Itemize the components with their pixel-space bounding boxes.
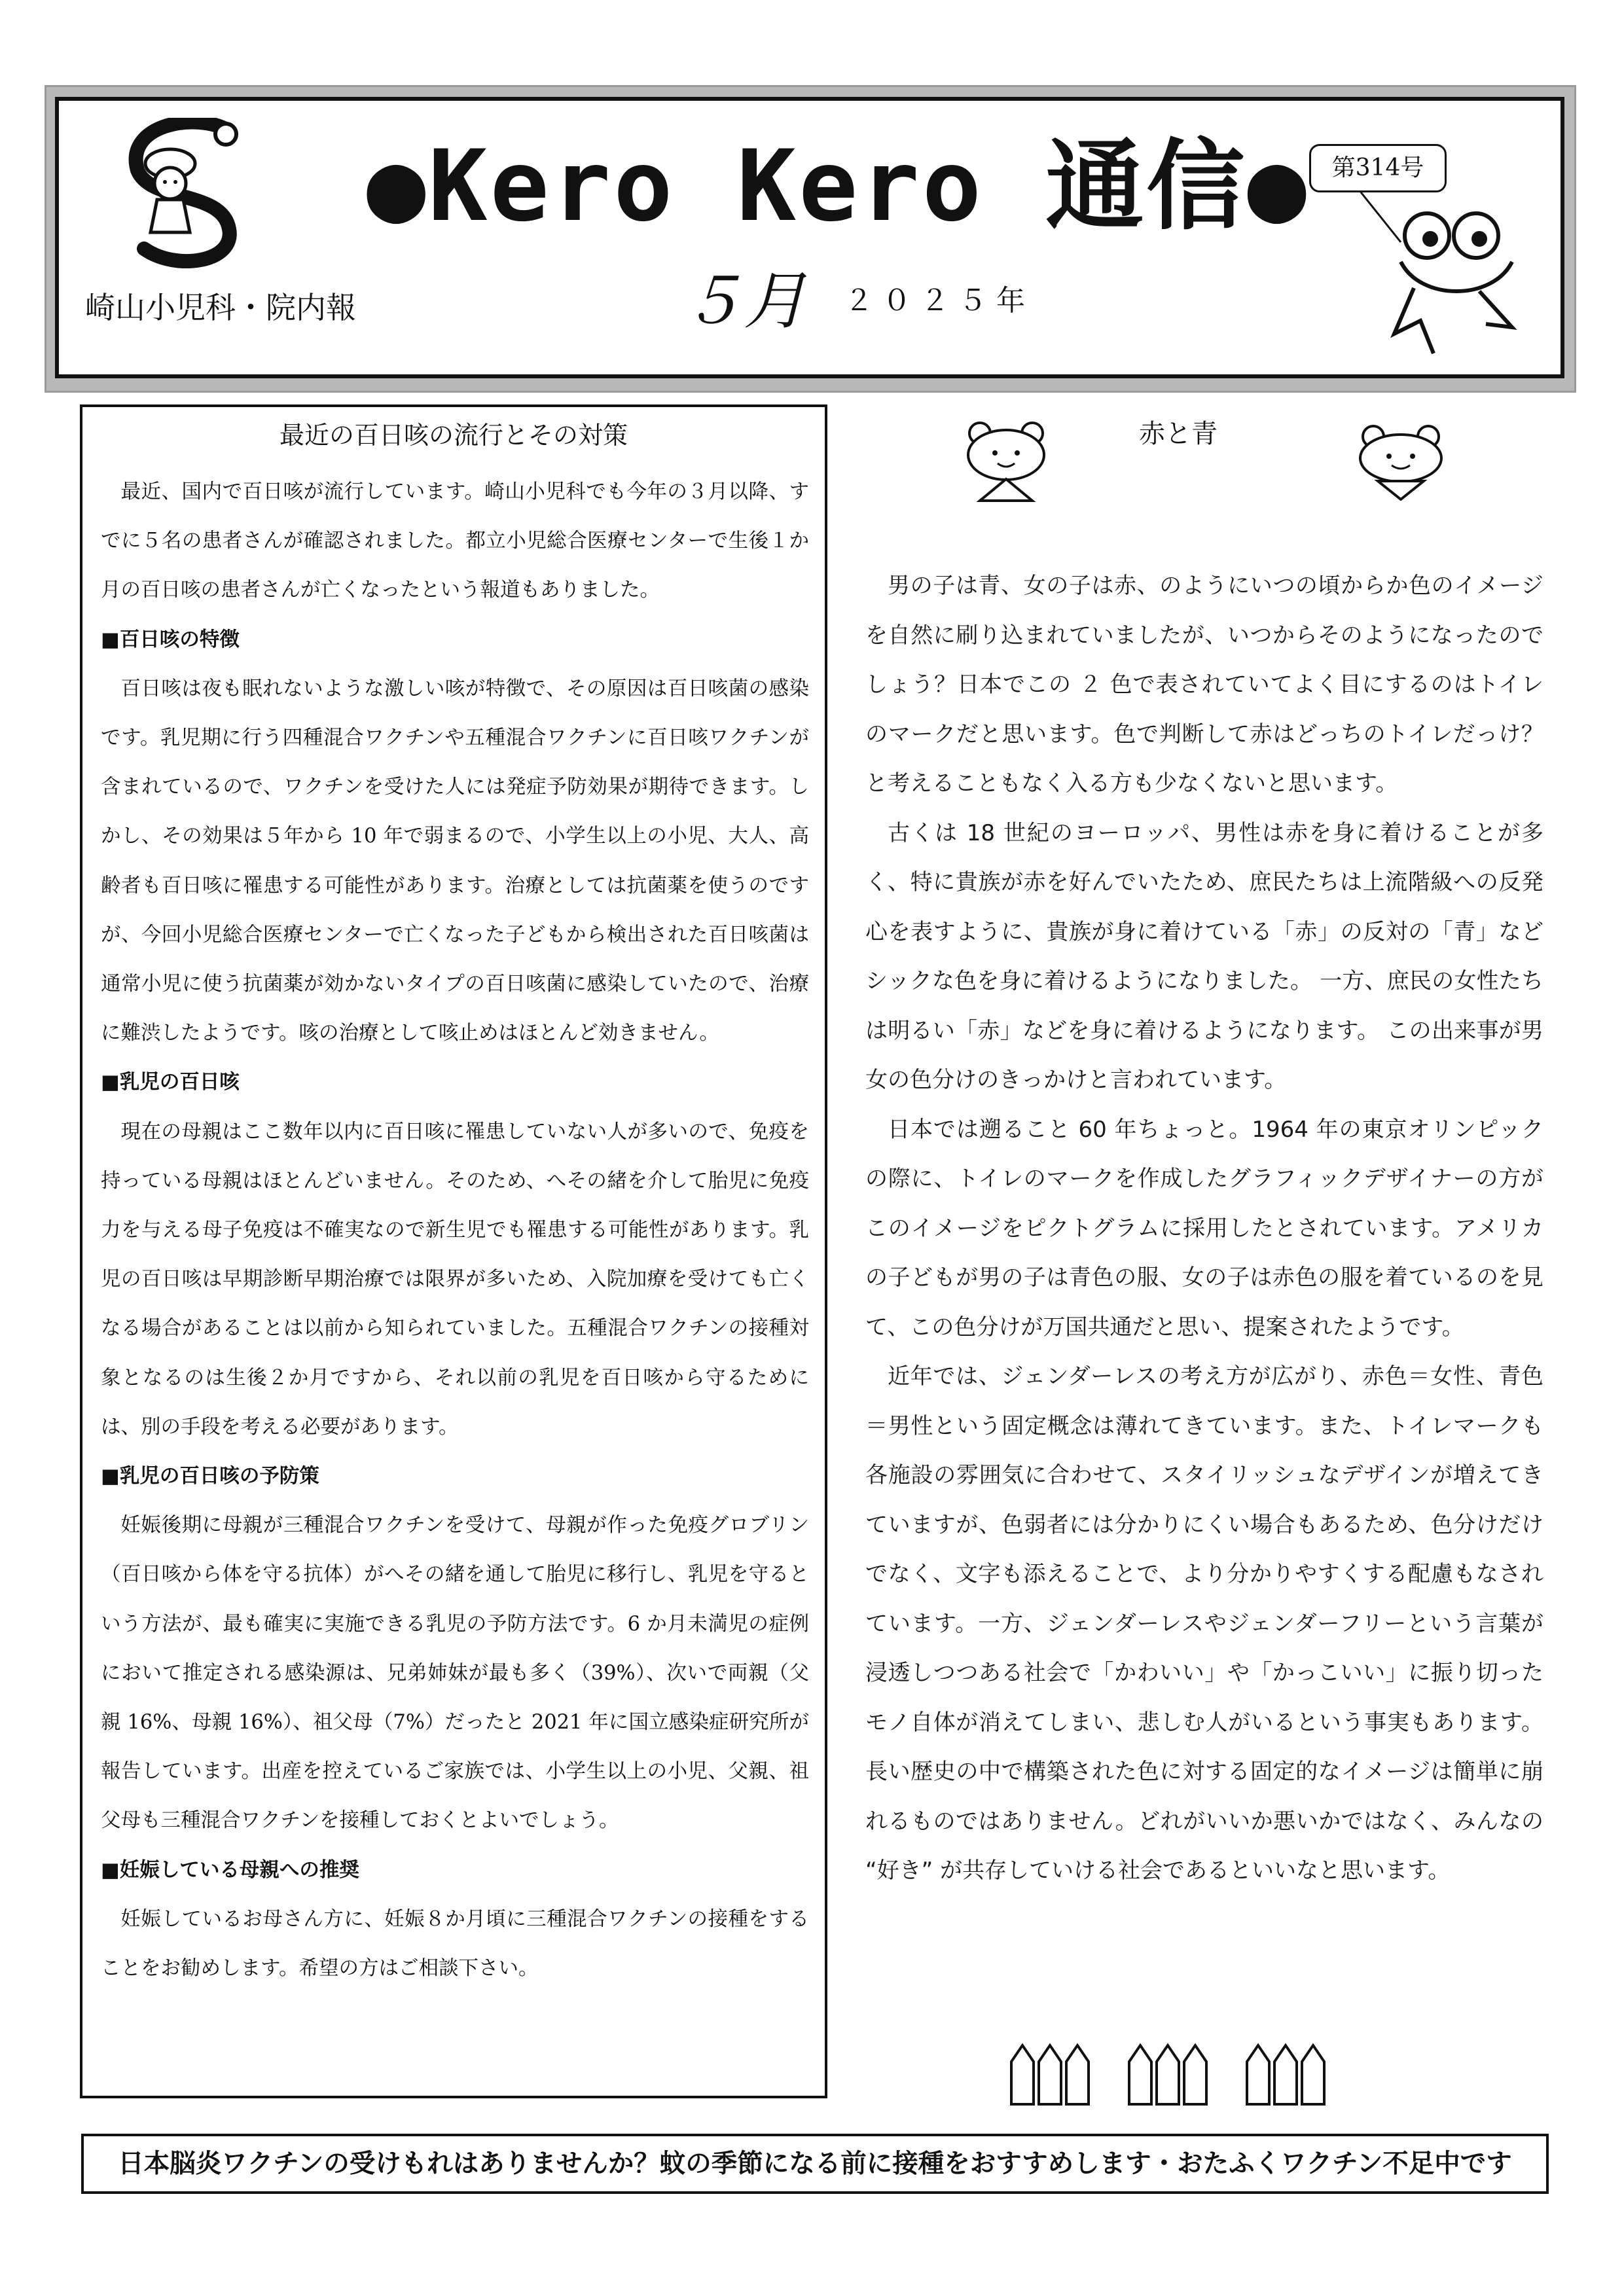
right-article-body [865,562,1543,1896]
bear-boy-icon [957,419,1055,504]
frog-mascot-icon [1322,164,1532,360]
section-paragraph: 現在の母親はここ数年以内に百日咳に罹患していない人が多いので、免疫を持っている母親はほとんどいません。そのため、へその緒を介して胎児に免疫力を与える母子免疫は不確実なので新生児でも罹患する可能性があります。乳児の百日咳は早期診断早期治療では限界が多いため、入院加療を受けても亡くなる場合があることは以前から知られていました。五種混合ワクチンの接種対象となるのは生後２か月ですから、それ以前の乳児を百日咳から守るためには、別の手段を考える必要があります。 [101,1120,809,1439]
clinic-subtitle: 崎山小児科・院内報 [85,290,356,325]
article-paragraph: 男の子は青、女の子は赤、のようにいつの頃からか色のイメージを自然に刷り込まれていましたが、いつからそのようになったのでしょう？日本でこの ２ 色で表されていてよく目にするのはトイレのマークだと思います。色で判断して赤はどっちのトイレだっけ？と考えることもなく入る方も少なくないと思います。 [865,573,1543,797]
left-article-body [101,467,809,1993]
section-paragraph: 百日咳は夜も眠れないような激しい咳が特徴で、その原因は百日咳菌の感染です。乳児期に行う四種混合ワクチンや五種混合ワクチンに百日咳ワクチンが含まれているので、ワクチンを受けた人には発症予防効果が期待できます。しかし、その効果は５年から 10 年で弱まるので、小学生以上の小児、大人、高齢者も百日咳に罹患する可能性があります。治療としては抗菌薬を使うのですが、今回小児総合医療センターで亡くなった子どもから検出された百日咳菌は通常小児に使う抗菌薬が効かないタイプの百日咳菌に感染していたので、治療に難渋したようです。咳の治療として咳止めはほとんど効きません。 [101,677,809,1045]
intro-paragraph: 最近、国内で百日咳が流行しています。崎山小児科でも今年の３月以降、すでに５名の患者さんが確認されました。都立小児総合医療センターで生後１か月の百日咳の患者さんが亡くなったという報道もありました。 [101,480,809,602]
clinic-logo-icon [98,118,255,268]
section-heading: ■妊娠している母親への推奨 [101,1858,359,1882]
article-paragraph: 日本では遡ること 60 年ちょっと。1964 年の東京オリンピックの際に、トイレのマークを作成したグラフィックデザイナーの方がこのイメージをピクトグラムに採用したとされています。アメリカの子どもが男の子は青色の服、女の子は赤色の服を着ているのを見て、この色分けが万国共通だと思い、提案されたようです。 [865,1116,1543,1340]
pencils-decoration-icon [1005,2042,1345,2108]
section-paragraph: 妊娠後期に母親が三種混合ワクチンを受けて、母親が作った免疫グロブリン（百日咳から体を守る抗体）がへその緒を通して胎児に移行し、乳児を守るという方法が、最も確実に実施できる乳児の予防方法です。6 か月未満児の症例において推定される感染源は、兄弟姉妹が最も多く（39%）、次いで両親（父親 16%、母親 16%）、祖父母（7%）だったと 2021 年に国立感染症研究所が報告しています。出産を控えているご家族では、小学生以上の小児、父親、祖父母も三種混合ワクチンを接種しておくとよいでしょう。 [101,1514,809,1833]
section-paragraph: 妊娠しているお母さん方に、妊娠８か月頃に三種混合ワクチンの接種をすることをお勧めします。希望の方はご相談下さい。 [101,1907,809,1981]
bear-girl-icon [1348,422,1453,501]
section-heading: ■乳児の百日咳 [101,1071,240,1094]
newsletter-title: ●Kero Kero 通信● [367,130,1309,243]
article-paragraph: 古くは 18 世紀のヨーロッパ、男性は赤を身に着けることが多く、特に貴族が赤を好んでいたため、庶民たちは上流階級への反発心を表すように、貴族が身に着けている「赤」の反対の「青」などシックな色を身に着けるようになりました。 一方、庶民の女性たちは明るい「赤」などを身に着けるようになります。 この出来事が男女の色分けのきっかけと言われています。 [865,819,1543,1093]
issue-month: ５月 [681,264,806,338]
section-heading: ■乳児の百日咳の予防策 [101,1465,319,1488]
left-article-title: 最近の百日咳の流行とその対策 [279,421,628,450]
vaccine-notice-banner: 日本脳炎ワクチンの受けもれはありませんか？蚊の季節になる前に接種をおすすめします・おたふくワクチン不足中です [81,2134,1549,2194]
issue-year: ２０２５年 [844,284,1034,317]
issue-number-badge: 第314号 [1309,144,1447,192]
right-article-title: 赤と青 [1139,419,1218,449]
left-article-box [80,404,827,2098]
article-paragraph: 近年では、ジェンダーレスの考え方が広がり、赤色＝女性、青色＝男性という固定概念は薄れてきています。また、トイレマークも各施設の雰囲気に合わせて、スタイリッシュなデザインが増えてきていますが、色弱者には分かりにくい場合もあるため、色分けだけでなく、文字も添えることで、より分かりやすくする配慮もなされています。一方、ジェンダーレスやジェンダーフリーという言葉が浸透しつつある社会で「かわいい」や「かっこいい」に振り切ったモノ自体が消えてしまい、悲しむ人がいるという事実もあります。長い歴史の中で構築された色に対する固定的なイメージは簡単に崩れるものではありません。どれがいいか悪いかではなく、みんなの “好き” が共存していける社会であるといいなと思います。 [865,1363,1543,1884]
section-heading: ■百日咳の特徴 [101,628,240,651]
